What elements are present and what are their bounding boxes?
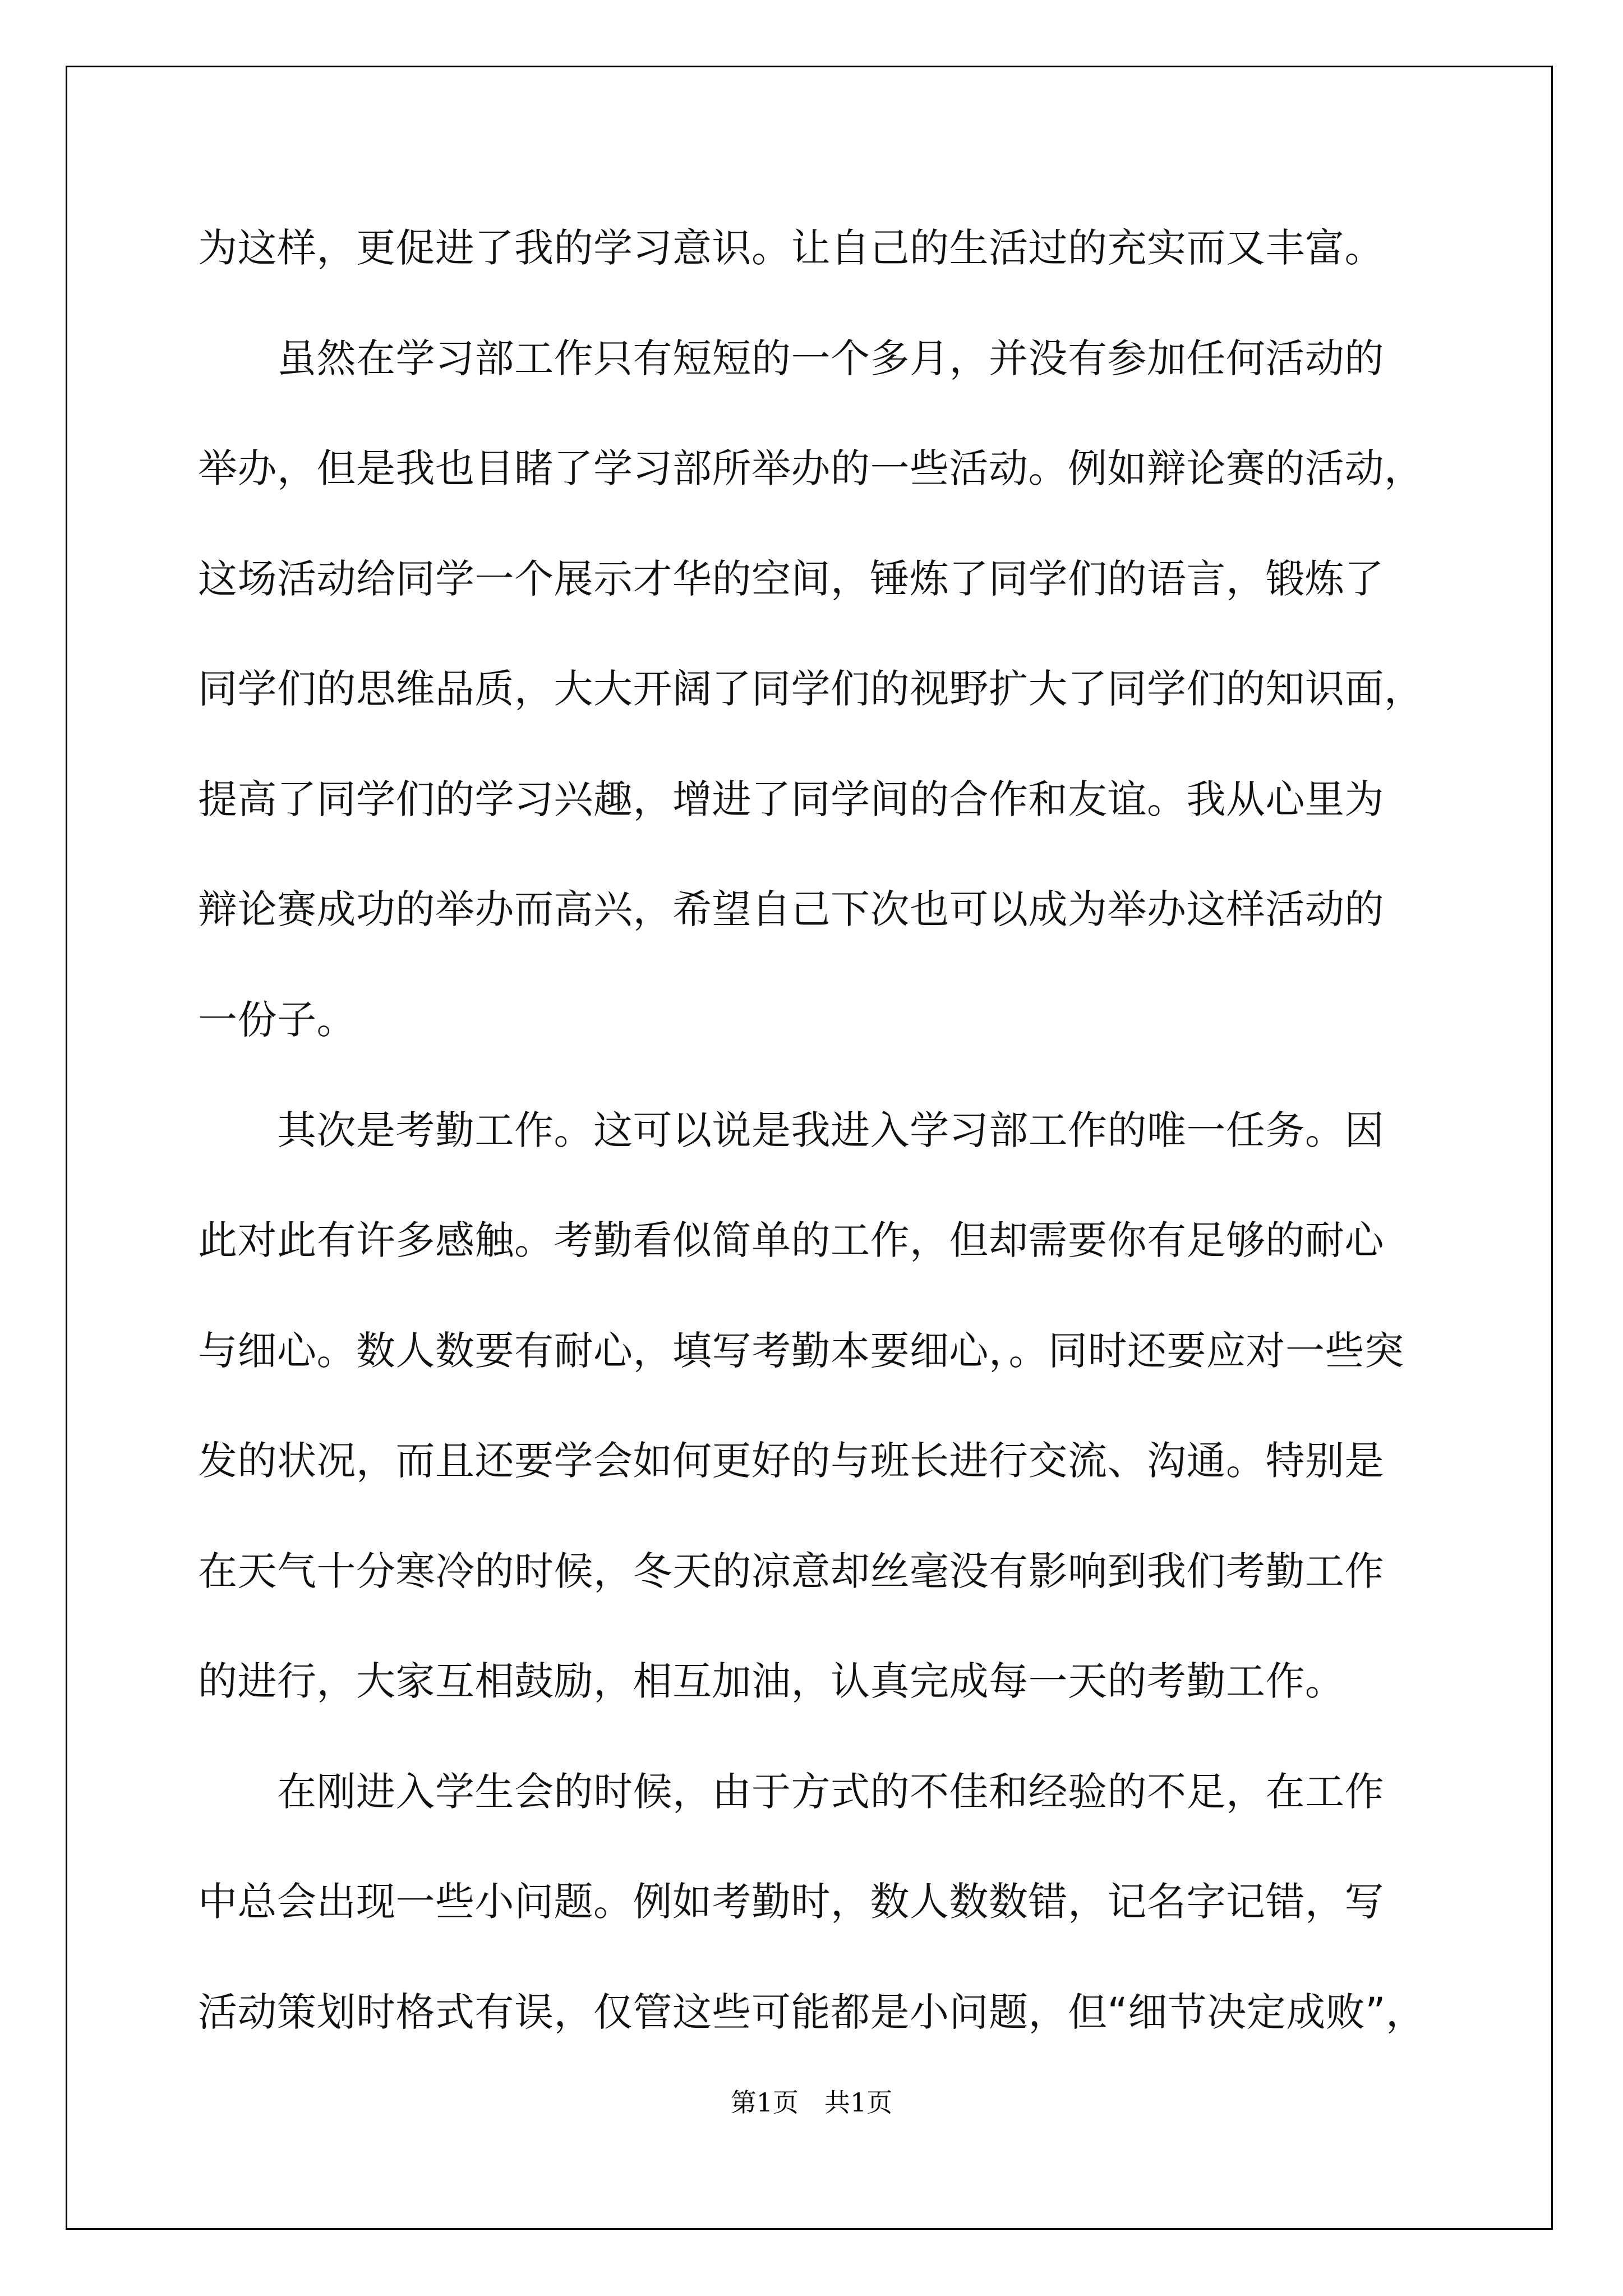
text-line: 举办，但是我也目睹了学习部所举办的一些活动。例如辩论赛的活动， (198, 445, 1424, 491)
text-line: 同学们的思维品质，大大开阔了同学们的视野扩大了同学们的知识面， (198, 666, 1424, 712)
text-line: 一份子。 (198, 997, 356, 1043)
text-line: 在刚进入学生会的时候，由于方式的不佳和经验的不足，在工作 (198, 1769, 1384, 1815)
text-line: 与细心。数人数要有耐心，填写考勤本要细心，。同时还要应对一些突 (198, 1328, 1404, 1374)
text-line: 为这样，更促进了我的学习意识。让自己的生活过的充实而又丰富。 (198, 225, 1384, 271)
text-line: 提高了同学们的学习兴趣，增进了同学间的合作和友谊。我从心里为 (198, 776, 1384, 822)
text-line: 辩论赛成功的举办而高兴，希望自己下次也可以成为举办这样活动的 (198, 886, 1384, 932)
text-line: 活动策划时格式有误，仅管这些可能都是小问题，但“细节决定成败”， (198, 1989, 1426, 2035)
text-line: 的进行，大家互相鼓励，相互加油，认真完成每一天的考勤工作。 (198, 1658, 1345, 1704)
text-line: 这场活动给同学一个展示才华的空间，锤炼了同学们的语言，锻炼了 (198, 556, 1384, 602)
text-line: 中总会出现一些小问题。例如考勤时，数人数数错，记名字记错，写 (198, 1879, 1384, 1925)
page-number-footer: 第1页 共1页 (730, 2087, 893, 2118)
text-line: 此对此有许多感触。考勤看似简单的工作，但却需要你有足够的耐心 (198, 1217, 1384, 1263)
text-line: 发的状况，而且还要学会如何更好的与班长进行交流、沟通。特别是 (198, 1438, 1384, 1484)
text-line: 其次是考勤工作。这可以说是我进入学习部工作的唯一任务。因 (198, 1107, 1384, 1153)
text-line: 虽然在学习部工作只有短短的一个多月，并没有参加任何活动的 (198, 335, 1384, 381)
text-line: 在天气十分寒冷的时候，冬天的凉意却丝毫没有影响到我们考勤工作 (198, 1548, 1384, 1594)
